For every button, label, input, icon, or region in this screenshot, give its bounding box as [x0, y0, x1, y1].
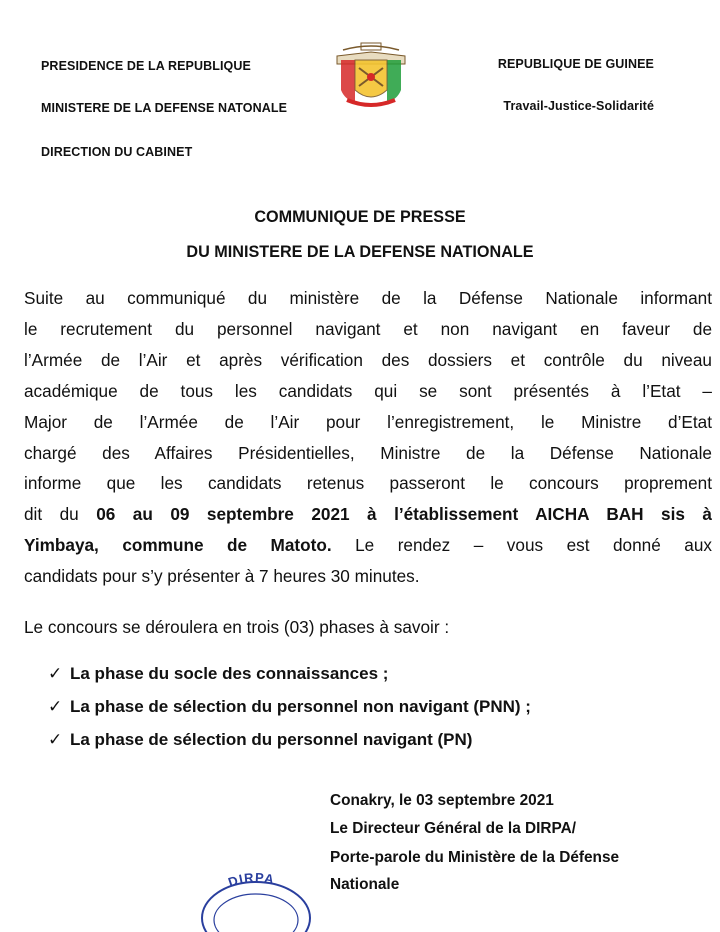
- body-line-location: [24, 530, 712, 561]
- phase-item: [48, 664, 388, 684]
- body-line: candidats pour s’y présenter à 7 heures 30 minutes.: [24, 566, 420, 587]
- checkmark-icon: ✓: [48, 697, 63, 716]
- body-line: informe que les candidats retenus passeront le concours proprement: [24, 473, 712, 494]
- stamp-text: DIRPA: [226, 869, 277, 890]
- official-stamp: [196, 868, 316, 932]
- body-line: le recrutement du personnel navigant et non navigant en faveur de: [24, 318, 712, 339]
- exam-location: Yimbaya, commune de Matoto.: [24, 535, 332, 556]
- communique-body: [24, 283, 712, 592]
- body-line: chargé des Affaires Présidentielles, Ministre de la Défense Nationale: [24, 442, 712, 463]
- phase-item: [48, 730, 472, 750]
- signature-place-date: Conakry, le 03 septembre 2021: [330, 792, 554, 809]
- header-country: REPUBLIQUE DE GUINEE: [497, 57, 654, 71]
- document-title: COMMUNIQUE DE PRESSE: [254, 208, 466, 226]
- phase-label: La phase de sélection du personnel non navigant (PNN) ;: [70, 697, 531, 716]
- header-motto: Travail-Justice-Solidarité: [503, 99, 654, 113]
- header-direction: DIRECTION DU CABINET: [41, 145, 193, 159]
- signature-title: Nationale: [330, 876, 400, 893]
- phase-item: [48, 697, 531, 717]
- body-line: Major de l’Armée de l’Air pour l’enregistrement, le Ministre d’Etat: [24, 411, 712, 432]
- body-line: académique de tous les candidats qui se sont présentés à l’Etat –: [24, 380, 712, 401]
- document-subtitle: DU MINISTERE DE LA DEFENSE NATIONALE: [186, 243, 534, 261]
- signature-title: Porte-parole du Ministère de la Défense: [330, 849, 620, 866]
- checkmark-icon: ✓: [48, 730, 63, 749]
- body-text: dit du: [24, 504, 97, 525]
- exam-dates-venue: 06 au 09 septembre 2021 à l’établissement AICHA BAH sis à: [96, 504, 712, 525]
- phase-label: La phase de sélection du personnel navigant (PN): [70, 730, 473, 749]
- body-line: l’Armée de l’Air et après vérification des dossiers et contrôle du niveau: [24, 349, 712, 370]
- body-line: Suite au communiqué du ministère de la Défense Nationale informant: [24, 288, 712, 308]
- body-text: Le rendez – vous est donné aux: [331, 535, 712, 556]
- phases-intro: Le concours se déroulera en trois (03) phases à savoir :: [24, 617, 450, 637]
- header-presidence: PRESIDENCE DE LA REPUBLIQUE: [41, 59, 251, 73]
- body-line-dates: [24, 499, 712, 530]
- coat-of-arms-icon: [331, 40, 411, 108]
- signature-title: Le Directeur Général de la DIRPA/: [330, 820, 577, 837]
- header-ministry: MINISTERE DE LA DEFENSE NATONALE: [41, 101, 288, 115]
- svg-text:DIRPA: [226, 870, 276, 890]
- phase-label: La phase du socle des connaissances ;: [70, 664, 389, 683]
- checkmark-icon: ✓: [48, 664, 63, 683]
